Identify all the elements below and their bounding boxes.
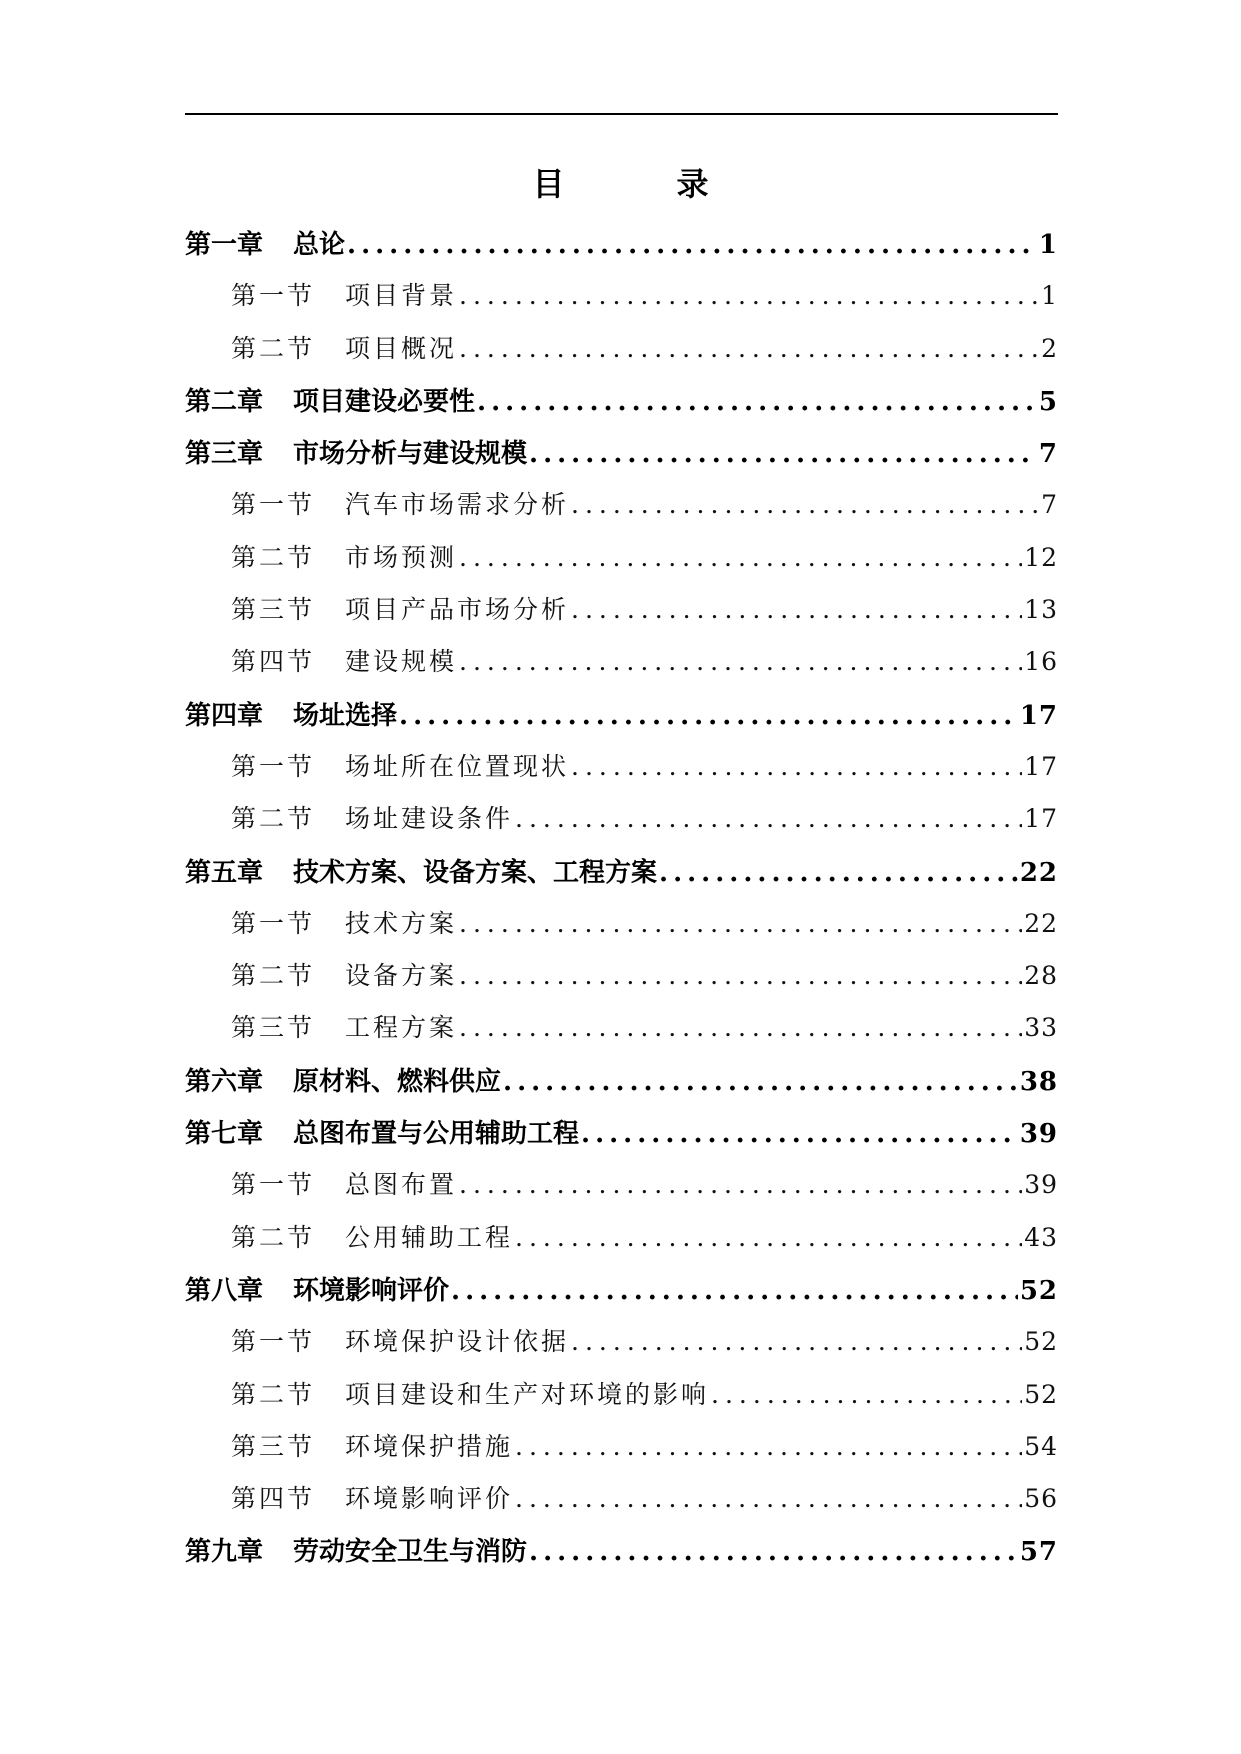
toc-entry-title: 公用辅助工程 [345,1222,514,1252]
toc-entry-title: 技术方案 [345,908,458,938]
toc-entry-number: 第三章 [185,439,264,470]
toc-entry-title: 场址所在位置现状 [345,751,570,781]
toc-entry-title: 环境保护设计依据 [345,1327,570,1357]
toc-entry-title: 总图布置与公用辅助工程 [293,1119,580,1150]
toc-dot-leader [515,1223,1022,1252]
toc-entry-number: 第四节 [231,647,316,677]
toc-section-entry[interactable] [185,1322,1058,1374]
toc-chapter-entry[interactable] [185,695,1058,747]
header-rule [185,113,1058,115]
toc-entry-title: 工程方案 [345,1013,458,1043]
toc-entry-number: 第一节 [231,1170,316,1200]
toc-entry-number: 第三节 [231,1013,316,1043]
toc-entry-number: 第三节 [231,595,316,625]
toc-dot-leader [515,804,1022,833]
toc-entry-number: 第四节 [231,1484,316,1514]
toc-entry-number: 第一节 [231,1327,316,1357]
toc-page-number: 7 [1038,439,1058,470]
toc-dot-leader [459,281,1039,310]
toc-page-number: 2 [1041,333,1058,363]
toc-page-number: 12 [1024,542,1058,572]
toc-section-entry[interactable] [185,329,1058,381]
toc-dot-leader [459,647,1022,676]
toc-page-number: 52 [1024,1327,1058,1357]
toc-page-number: 7 [1041,490,1058,520]
toc-dot-leader [711,1380,1022,1409]
toc-entry-title: 项目概况 [345,333,458,363]
toc-page-number: 1 [1041,281,1058,311]
toc-entry-number: 第五章 [185,857,264,888]
toc-section-entry[interactable] [185,485,1058,537]
toc-dot-leader [659,858,1018,888]
toc-section-entry[interactable] [185,1479,1058,1531]
toc-chapter-entry[interactable] [185,433,1058,485]
toc-entry-number: 第二节 [231,1222,316,1252]
toc-dot-leader [477,387,1037,417]
toc-page-number: 1 [1038,230,1058,260]
toc-section-entry[interactable] [185,1218,1058,1270]
toc-entry-number: 第六章 [185,1066,264,1097]
toc-page-number: 54 [1024,1431,1058,1461]
toc-chapter-entry[interactable] [185,1113,1058,1165]
toc-entry-title: 项目建设和生产对环境的影响 [345,1379,710,1409]
toc-entry-title: 建设规模 [345,647,458,677]
toc-page-number: 33 [1024,1013,1058,1043]
toc-page-number: 39 [1024,1170,1058,1200]
toc-entry-number: 第八章 [185,1275,264,1306]
toc-entry-number: 第二章 [185,386,264,417]
toc-entry-number: 第一节 [231,908,316,938]
toc-section-entry[interactable] [185,799,1058,851]
page-title: 目 录 [532,165,749,203]
table-of-contents [185,224,1058,1584]
toc-dot-leader [571,1327,1022,1356]
toc-entry-number: 第一节 [231,281,316,311]
toc-entry-title: 劳动安全卫生与消防 [293,1537,528,1568]
toc-section-entry[interactable] [185,590,1058,642]
toc-section-entry[interactable] [185,1427,1058,1479]
toc-entry-title: 场址建设条件 [345,804,514,834]
toc-dot-leader [459,909,1022,938]
toc-chapter-entry[interactable] [185,1531,1058,1583]
toc-dot-leader [459,543,1022,572]
toc-entry-number: 第二节 [231,804,316,834]
toc-dot-leader [459,334,1039,363]
toc-dot-leader [571,752,1022,781]
toc-entry-number: 第二节 [231,542,316,572]
toc-section-entry[interactable] [185,1008,1058,1060]
toc-chapter-entry[interactable] [185,1061,1058,1113]
toc-section-entry[interactable] [185,538,1058,590]
toc-page-number: 43 [1024,1222,1058,1252]
toc-entry-title: 设备方案 [345,961,458,991]
toc-section-entry[interactable] [185,956,1058,1008]
toc-entry-title: 市场预测 [345,542,458,572]
toc-dot-leader [459,1013,1022,1042]
toc-entry-number: 第一节 [231,490,316,520]
toc-section-entry[interactable] [185,1165,1058,1217]
toc-dot-leader [399,701,1018,731]
toc-chapter-entry[interactable] [185,852,1058,904]
toc-page-number: 57 [1019,1537,1058,1568]
toc-entry-title: 场址选择 [293,700,398,731]
toc-page-number: 56 [1024,1484,1058,1514]
toc-entry-title: 项目产品市场分析 [345,595,570,625]
toc-entry-title: 环境影响评价 [345,1484,514,1514]
toc-entry-title: 环境影响评价 [293,1275,450,1306]
toc-dot-leader [581,1119,1018,1149]
toc-page-number: 17 [1024,751,1058,781]
toc-section-entry[interactable] [185,904,1058,956]
toc-dot-leader [459,961,1022,990]
toc-dot-leader [515,1432,1022,1461]
toc-chapter-entry[interactable] [185,381,1058,433]
toc-entry-number: 第二节 [231,333,316,363]
toc-entry-title: 原材料、燃料供应 [293,1066,502,1097]
toc-page-number: 52 [1024,1379,1058,1409]
toc-dot-leader [529,1537,1018,1567]
toc-entry-title: 项目背景 [345,281,458,311]
toc-entry-title: 项目建设必要性 [293,386,476,417]
toc-entry-number: 第九章 [185,1537,264,1568]
toc-page-number: 17 [1024,804,1058,834]
toc-section-entry[interactable] [185,747,1058,799]
toc-entry-title: 总论 [293,230,346,260]
toc-entry-title: 环境保护措施 [345,1431,514,1461]
toc-page-number: 13 [1024,595,1058,625]
toc-entry-number: 第一章 [185,230,264,260]
toc-entry-number: 第七章 [185,1119,264,1150]
toc-dot-leader [347,230,1037,260]
toc-section-entry[interactable] [185,1375,1058,1427]
toc-entry-number: 第二节 [231,1379,316,1409]
toc-page-number: 39 [1019,1119,1058,1150]
toc-page-number: 22 [1019,857,1058,888]
toc-entry-title: 总图布置 [345,1170,458,1200]
toc-dot-leader [503,1067,1018,1097]
toc-page-number: 5 [1038,386,1058,417]
toc-dot-leader [571,490,1039,519]
toc-dot-leader [515,1484,1022,1513]
toc-dot-leader [571,595,1022,624]
toc-page-number: 22 [1024,908,1058,938]
toc-entry-title: 汽车市场需求分析 [345,490,570,520]
toc-entry-number: 第二节 [231,961,316,991]
toc-section-entry[interactable] [185,642,1058,694]
toc-entry-number: 第一节 [231,751,316,781]
toc-entry-title: 市场分析与建设规模 [293,439,528,470]
toc-entry-number: 第三节 [231,1431,316,1461]
toc-page-number: 28 [1024,961,1058,991]
toc-entry-title: 技术方案、设备方案、工程方案 [293,857,658,888]
toc-dot-leader [451,1276,1018,1306]
toc-section-entry[interactable] [185,276,1058,328]
toc-page-number: 52 [1019,1275,1058,1306]
toc-chapter-entry[interactable] [185,1270,1058,1322]
toc-chapter-entry[interactable] [185,224,1058,276]
toc-entry-number: 第四章 [185,700,264,731]
toc-dot-leader [459,1170,1022,1199]
toc-page-number: 17 [1019,700,1058,731]
toc-page-number: 38 [1019,1066,1058,1097]
toc-page-number: 16 [1024,647,1058,677]
toc-dot-leader [529,439,1037,469]
